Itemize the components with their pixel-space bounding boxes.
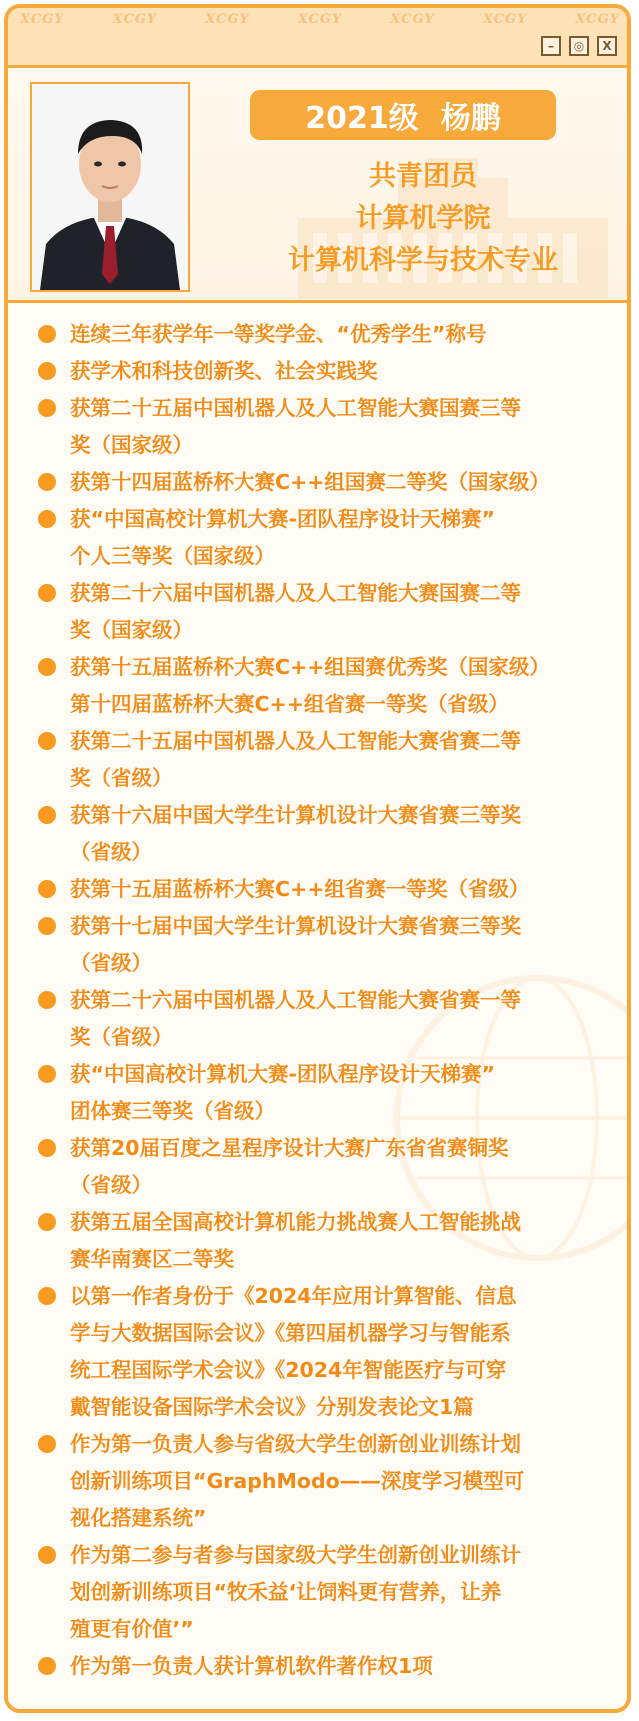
award-text-line: 团体赛三等奖（省级） [70, 1099, 275, 1123]
award-text-line: 获第二十六届中国机器人及人工智能大赛省赛一等 [70, 988, 521, 1012]
bullet-dot-icon [38, 806, 56, 824]
award-text-line: 获第二十五届中国机器人及人工智能大赛省赛二等 [70, 729, 521, 753]
bullet-dot-icon [38, 732, 56, 750]
awards-list [36, 316, 616, 1685]
award-item [36, 464, 616, 501]
brand-watermark: XCGY [112, 12, 158, 27]
award-text-line: 获第20届百度之星程序设计大赛广东省省赛铜奖 [70, 1136, 509, 1160]
brand-watermark: XCGY [205, 12, 250, 27]
award-text-line: 获学术和科技创新奖、社会实践奖 [70, 359, 378, 383]
award-text-line: 获第五届全国高校计算机能力挑战赛人工智能挑战 [70, 1210, 521, 1234]
award-text-line: 获第十七届中国大学生计算机设计大赛省赛三等奖 [70, 914, 521, 938]
award-text-line: 奖（省级） [70, 1025, 173, 1049]
bullet-dot-icon [38, 362, 56, 380]
award-text-line: （省级） [70, 951, 152, 975]
bullet-dot-icon [38, 510, 56, 528]
bullet-dot-icon [38, 584, 56, 602]
award-text-line: 学与大数据国际会议》《第四届机器学习与智能系 [70, 1321, 511, 1345]
award-text-line: 第十四届蓝桥杯大赛C++组省赛一等奖（省级） [70, 692, 509, 716]
profile-card [4, 4, 631, 1713]
award-text-line: 以第一作者身份于《2024年应用计算智能、信息 [70, 1284, 517, 1308]
award-item [36, 501, 616, 575]
award-item [36, 723, 616, 797]
award-text-line: 创新训练项目“GraphModo——深度学习模型可 [70, 1469, 525, 1493]
major-name: 计算机科学与技术专业 [288, 245, 558, 276]
bullet-dot-icon [38, 1657, 56, 1675]
award-item [36, 1648, 616, 1685]
bullet-dot-icon [38, 325, 56, 343]
award-item [36, 871, 616, 908]
student-name: 杨鹏 [440, 101, 501, 136]
award-text-line: 个人三等奖（国家级） [70, 544, 275, 568]
bullet-dot-icon [38, 473, 56, 491]
award-text-line: 获第十六届中国大学生计算机设计大赛省赛三等奖 [70, 803, 521, 827]
award-item [36, 390, 616, 464]
bullet-dot-icon [38, 1435, 56, 1453]
award-text-line: 获“中国高校计算机大赛-团队程序设计天梯赛” [70, 1062, 495, 1086]
title-bar [8, 8, 627, 68]
bullet-dot-icon [38, 917, 56, 935]
bullet-dot-icon [38, 658, 56, 676]
award-text-line: 统工程国际学术会议》《2024年智能医疗与可穿 [70, 1358, 507, 1382]
profile-header [8, 68, 627, 303]
brand-watermark: XCGY [20, 12, 65, 27]
award-item [36, 1056, 616, 1130]
award-text-line: 奖（国家级） [70, 618, 193, 642]
award-item [36, 353, 616, 390]
close-button[interactable]: X [597, 36, 617, 56]
brand-watermark: XCGY [390, 12, 435, 27]
award-text-line: 作为第二参与者参与国家级大学生创新创业训练计 [70, 1543, 521, 1567]
window-controls [541, 36, 617, 56]
bullet-dot-icon [38, 880, 56, 898]
award-item [36, 1537, 616, 1648]
award-text-line: （省级） [70, 1173, 152, 1197]
award-text-line: 获第十五届蓝桥杯大赛C++组省赛一等奖（省级） [70, 877, 530, 901]
award-text-line: 划创新训练项目“牧禾益‘让饲料更有营养，让养 [70, 1580, 502, 1604]
brand-watermark: XCGY [482, 12, 528, 27]
award-text-line: 获“中国高校计算机大赛-团队程序设计天梯赛” [70, 507, 495, 531]
student-photo [30, 82, 190, 292]
award-item [36, 1130, 616, 1204]
award-item [36, 1426, 616, 1537]
bullet-dot-icon [38, 399, 56, 417]
award-text-line: 戴智能设备国际学术会议》分别发表论文1篇 [70, 1395, 474, 1419]
award-item [36, 797, 616, 871]
award-text-line: 视化搭建系统” [70, 1506, 207, 1530]
award-text-line: 获第十五届蓝桥杯大赛C++组国赛优秀奖（国家级） [70, 655, 550, 679]
award-item [36, 982, 616, 1056]
award-item [36, 908, 616, 982]
bullet-dot-icon [38, 1546, 56, 1564]
award-item [36, 1278, 616, 1426]
college-name: 计算机学院 [355, 203, 491, 234]
bullet-dot-icon [38, 1287, 56, 1305]
award-text-line: 赛华南赛区二等奖 [70, 1247, 234, 1271]
political-status: 共青团员 [369, 161, 477, 192]
award-item [36, 575, 616, 649]
brand-watermark-strip [20, 12, 620, 28]
brand-watermark: XCGY [575, 12, 620, 27]
minimize-button[interactable]: – [541, 36, 561, 56]
award-text-line: 获第二十五届中国机器人及人工智能大赛国赛三等 [70, 396, 521, 420]
maximize-button[interactable]: ◎ [569, 36, 589, 56]
award-item [36, 649, 616, 723]
award-item [36, 1204, 616, 1278]
award-item [36, 316, 616, 353]
award-text-line: 奖（省级） [70, 766, 173, 790]
bullet-dot-icon [38, 1213, 56, 1231]
brand-watermark: XCGY [297, 12, 343, 27]
award-text-line: 殖更有价值’” [70, 1617, 194, 1641]
award-text-line: 获第十四届蓝桥杯大赛C++组国赛二等奖（国家级） [70, 470, 550, 494]
award-text-line: （省级） [70, 840, 152, 864]
class-year: 2021级 [305, 101, 419, 136]
award-text-line: 连续三年获学年一等奖学金、“优秀学生”称号 [70, 322, 487, 346]
award-text-line: 奖（国家级） [70, 433, 193, 457]
name-banner [250, 90, 556, 140]
bullet-dot-icon [38, 991, 56, 1009]
award-text-line: 作为第一负责人参与省级大学生创新创业训练计划 [70, 1432, 521, 1456]
bullet-dot-icon [38, 1139, 56, 1157]
award-text-line: 获第二十六届中国机器人及人工智能大赛国赛二等 [70, 581, 521, 605]
bullet-dot-icon [38, 1065, 56, 1083]
award-text-line: 作为第一负责人获计算机软件著作权1项 [70, 1654, 433, 1678]
